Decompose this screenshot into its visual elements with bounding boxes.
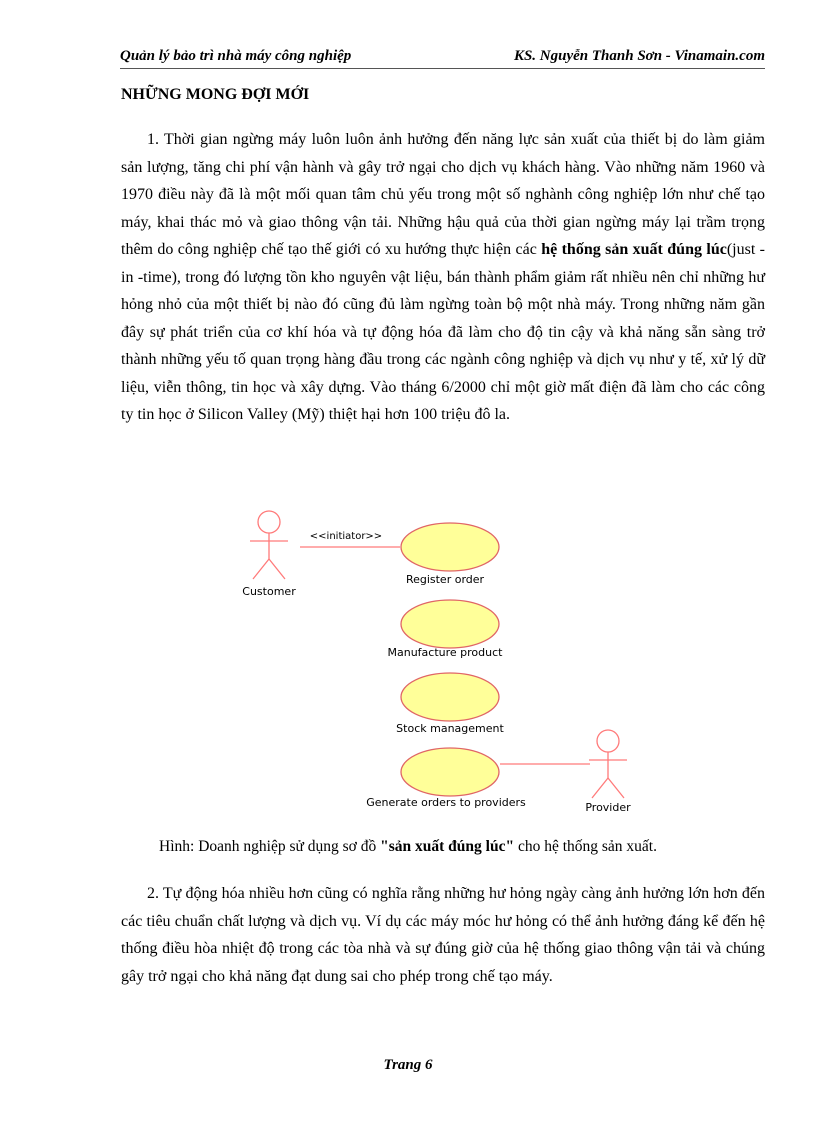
customer-label: Customer (242, 585, 296, 598)
usecase-generate-label: Generate orders to providers (366, 796, 526, 809)
caption-bold: "sản xuất đúng lúc" (380, 838, 515, 855)
usecase-stock-label: Stock management (396, 722, 504, 735)
usecase-register-order (401, 523, 499, 571)
section-heading: NHỮNG MONG ĐỢI MỚI (121, 86, 310, 103)
paragraph-1-text-a: 1. Thời gian ngừng máy luôn luôn ảnh hưởng đến năng lực sản xuất của thiết bị do làm giảm sản lượng, tăng chi phí vận hành và gây trở ngại cho dịch vụ khách hàng. Vào những năm 1960 và 1970 điều này đã là một mối quan tâm chủ yếu trong một số nghành công nghiệp lớn như chế tạo máy, khai thác mỏ và giao thông vận tải. Những hậu quả của thời gian ngừng máy lại trầm trọng thêm do công nghiệp chế tạo thế giới có xu hướng thực hiện các (121, 131, 765, 258)
header-author: KS. Nguyễn Thanh Sơn - Vinamain.com (513, 48, 765, 64)
paragraph-1-bold: hệ thống sản xuất đúng lúc (541, 241, 727, 258)
usecase-generate-orders (401, 748, 499, 796)
paragraph-1 (121, 126, 765, 429)
header-title: Quản lý bảo trì nhà máy công nghiệp (120, 48, 352, 64)
page-number: Trang 6 (383, 1057, 433, 1073)
page-header (120, 46, 765, 69)
usecase-stock-management (401, 673, 499, 721)
paragraph-2-text: 2. Tự động hóa nhiều hơn cũng có nghĩa rằng những hư hỏng ngày càng ảnh hưởng lớn hơn đến các tiêu chuẩn chất lượng và dịch vụ. Ví dụ các máy móc hư hỏng có thể ảnh hưởng đáng kể đến hệ thống điều hòa nhiệt độ trong các tòa nhà và sự đúng giờ của hệ thống giao thông vận tải và chúng gây trở ngại cho khả năng đạt dung sai cho phép trong chế tạo máy. (121, 885, 765, 985)
customer-actor-icon (250, 511, 288, 579)
usecase-manufacture-product (401, 600, 499, 648)
paragraph-2 (121, 880, 765, 990)
provider-actor-icon (589, 730, 627, 798)
figure-caption (0, 838, 816, 856)
paragraph-1-text-b: (just -in -time), trong đó lượng tồn kho nguyên vật liệu, bán thành phẩm giảm rất nhiều nên chỉ những hư hỏng nhỏ của một thiết bị nào đó cũng đủ làm ngừng toàn bộ một nhà máy. Trong những năm gần đây sự phát triển của cơ khí hóa và tự động hóa đã làm cho độ tin cậy và khả năng sẵn sàng trở thành những yếu tố quan trọng hàng đầu trong các ngành công nghiệp và dịch vụ như y tế, xử lý dữ liệu, viễn thông, tin học và xây dựng. Vào tháng 6/2000 chỉ một giờ mất điện đã làm cho các công ty tin học ở Silicon Valley (Mỹ) thiệt hại hơn 100 triệu đô la. (121, 241, 766, 423)
initiator-stereotype: <<initiator>> (309, 531, 383, 542)
usecase-manufacture-label: Manufacture product (387, 646, 503, 659)
caption-suffix: cho hệ thống sản xuất. (514, 838, 657, 855)
caption-prefix: Hình: Doanh nghiệp sử dụng sơ đồ (159, 838, 381, 855)
provider-label: Provider (585, 801, 631, 814)
use-case-diagram (230, 505, 645, 820)
usecase-register-label: Register order (405, 573, 485, 586)
